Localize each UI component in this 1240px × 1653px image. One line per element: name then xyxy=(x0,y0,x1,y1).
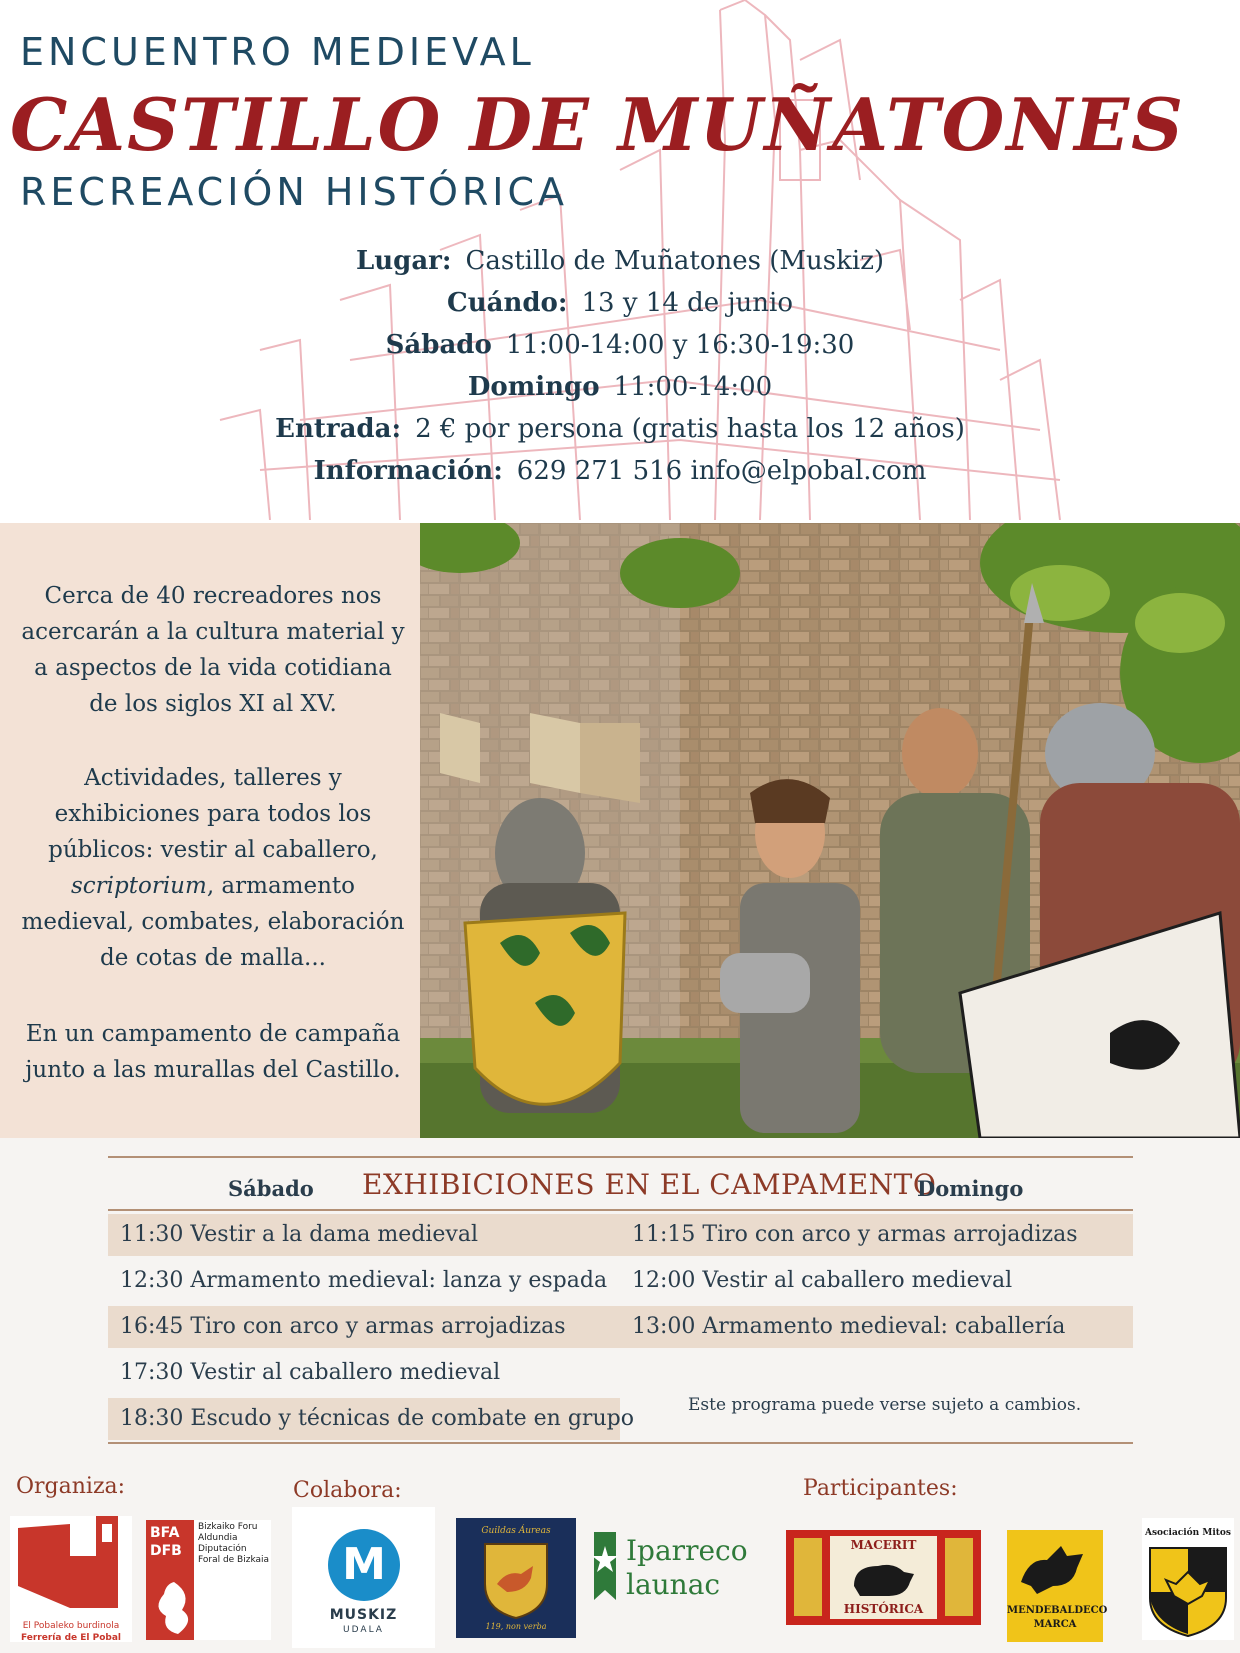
participantes-label: Participantes: xyxy=(803,1476,958,1501)
el-pobal-logo xyxy=(10,1516,132,1642)
heraldic-panel xyxy=(945,1538,973,1616)
iparreco-line: launac xyxy=(626,1568,721,1601)
guildas-name: Guildas Áureas xyxy=(481,1526,551,1536)
description-paragraph-1 xyxy=(8,578,418,722)
info-label: Sábado xyxy=(385,330,492,360)
info-label: Información: xyxy=(313,456,503,486)
info-contact xyxy=(0,456,1240,486)
event-kicker: ENCUENTRO MEDIEVAL xyxy=(20,30,535,74)
macerit-historica-logo xyxy=(786,1530,981,1625)
el-pobal-name: El Pobaleko burdinola xyxy=(22,1621,120,1631)
dfb-abbr: DFB xyxy=(150,1543,182,1559)
description-line: junto a las murallas del Castillo. xyxy=(25,1057,401,1083)
muskiz-letter: M xyxy=(342,1539,386,1590)
bfa-text: Aldundia xyxy=(198,1533,238,1543)
info-entry-fee xyxy=(0,414,1240,444)
eagle-shield-icon xyxy=(1146,1544,1230,1638)
info-value: 11:00-14:00 xyxy=(613,372,773,402)
info-value: 11:00-14:00 y 16:30-19:30 xyxy=(505,330,855,360)
description-line: a aspectos de la vida cotidiana xyxy=(34,655,392,681)
asociacion-mitos-logo xyxy=(1142,1518,1234,1640)
description-line: públicos: vestir al caballero, xyxy=(48,837,378,863)
bfa-abbr: BFA xyxy=(150,1525,180,1541)
macerit-subname: HISTÓRICA xyxy=(843,1602,924,1616)
divider-line xyxy=(108,1209,1133,1211)
wolf-icon xyxy=(1017,1538,1093,1598)
colabora-label: Colabora: xyxy=(293,1478,402,1503)
sunday-column-label: Domingo xyxy=(917,1176,1024,1201)
description-line: exhibiciones para todos los xyxy=(54,801,372,827)
sunday-slot: 12:00 Vestir al caballero medieval xyxy=(632,1268,1013,1293)
el-pobal-subname: Ferrería de El Pobal xyxy=(20,1633,122,1643)
saturday-slot: 18:30 Escudo y técnicas de combate en grupo xyxy=(120,1406,634,1431)
schedule-disclaimer: Este programa puede verse sujeto a cambios. xyxy=(688,1395,1082,1415)
oak-leaf-icon xyxy=(152,1580,196,1636)
mitos-name: Asociación Mitos xyxy=(1145,1528,1231,1538)
description-line: Actividades, talleres y xyxy=(84,765,342,791)
scriptorium-term: scriptorium xyxy=(70,873,207,899)
macerit-name: MACERIT xyxy=(850,1538,917,1552)
info-label: Cuándo: xyxy=(447,288,568,318)
muskiz-name: MUSKIZ xyxy=(329,1607,398,1623)
guildas-motto: 119, non verba xyxy=(485,1622,547,1631)
description-line xyxy=(8,868,418,904)
info-label: Domingo xyxy=(467,372,600,402)
bfa-text: Foral de Bizkaia xyxy=(198,1555,270,1565)
description-line: Cerca de 40 recreadores nos xyxy=(44,583,382,609)
saturday-slot: 16:45 Tiro con arco y armas arrojadizas xyxy=(120,1314,566,1339)
mendebaldeco-sub: MARCA xyxy=(1033,1619,1077,1630)
description-line: medieval, combates, elaboración xyxy=(21,909,405,935)
info-value: 2 € por persona (gratis hasta los 12 años) xyxy=(415,414,965,444)
guildas-aureas-logo xyxy=(456,1518,576,1638)
info-dates xyxy=(0,288,1240,318)
description-line: de los siglos XI al XV. xyxy=(89,691,337,717)
mendebaldeco-name: MENDEBALDECO xyxy=(1007,1605,1108,1616)
bfa-text: Diputación xyxy=(198,1544,247,1554)
description-paragraph-3 xyxy=(8,1016,418,1088)
bfa-text: Bizkaiko Foru xyxy=(198,1522,258,1532)
sunday-slot: 13:00 Armamento medieval: caballería xyxy=(632,1314,1066,1339)
banner-icon xyxy=(590,1530,620,1610)
bfa-dfb-logo xyxy=(146,1520,271,1640)
description-fragment: , armamento xyxy=(206,873,355,899)
divider-line xyxy=(108,1156,1133,1158)
description-paragraph-2 xyxy=(8,760,418,976)
sunday-slot: 11:15 Tiro con arco y armas arrojadizas xyxy=(632,1222,1078,1247)
mendebaldeco-marca-logo xyxy=(1007,1530,1108,1642)
saturday-slot: 11:30 Vestir a la dama medieval xyxy=(120,1222,478,1247)
el-pobal-mark-icon xyxy=(10,1516,132,1616)
iparreco-line: Iparreco xyxy=(626,1534,748,1567)
info-saturday-hours xyxy=(0,330,1240,360)
heraldic-panel xyxy=(794,1538,822,1616)
description-line: de cotas de malla... xyxy=(100,945,326,971)
info-label: Entrada: xyxy=(275,414,402,444)
event-subtitle: RECREACIÓN HISTÓRICA xyxy=(20,170,569,214)
event-title: CASTILLO DE MUÑATONES xyxy=(10,82,1186,167)
info-value: 13 y 14 de junio xyxy=(581,288,793,318)
info-value: 629 271 516 info@elpobal.com xyxy=(516,456,927,486)
info-value: Castillo de Muñatones (Muskiz) xyxy=(465,246,885,276)
info-location xyxy=(0,246,1240,276)
saturday-column-label: Sábado xyxy=(228,1176,314,1201)
saturday-slot: 12:30 Armamento medieval: lanza y espada xyxy=(120,1268,608,1293)
saturday-slot: 17:30 Vestir al caballero medieval xyxy=(120,1360,501,1385)
info-label: Lugar: xyxy=(355,246,452,276)
reenactors-photo xyxy=(420,523,1240,1138)
organiza-label: Organiza: xyxy=(16,1474,126,1499)
fox-shield-icon xyxy=(481,1540,551,1620)
iparreco-launac-logo xyxy=(590,1530,780,1630)
info-sunday-hours xyxy=(0,372,1240,402)
muskiz-udala-logo xyxy=(292,1507,435,1648)
divider-line xyxy=(108,1442,1133,1444)
description-line: acercarán a la cultura material y xyxy=(21,619,405,645)
description-line: En un campamento de campaña xyxy=(25,1021,401,1047)
bear-icon xyxy=(848,1556,918,1600)
muskiz-sub: UDALA xyxy=(343,1625,384,1635)
exhibitions-title: EXHIBICIONES EN EL CAMPAMENTO xyxy=(362,1168,937,1201)
